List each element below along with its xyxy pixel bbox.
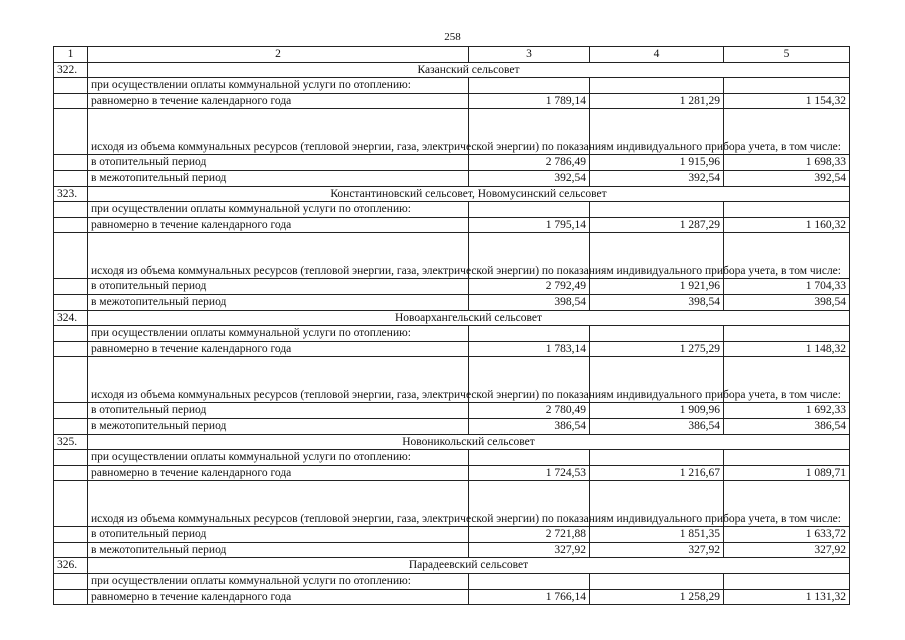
empty-cell: [590, 326, 724, 342]
value-col-3: 1 795,14: [469, 217, 590, 233]
row-label: исходя из объема коммунальных ресурсов (тепловой энергии, газа, электрической энергии) по показаниям индивидуального прибора учета, в том числе:: [88, 233, 469, 279]
value-col-4: 1 851,35: [590, 527, 724, 543]
empty-cell: [54, 326, 88, 342]
section-number: 323.: [54, 186, 88, 202]
value-col-4: 1 921,96: [590, 279, 724, 295]
heating-label-row: [54, 450, 850, 466]
table-row: [54, 403, 850, 419]
row-label: в межотопительный период: [88, 294, 469, 310]
value-col-5: 386,54: [724, 418, 850, 434]
section-number: 322.: [54, 62, 88, 78]
value-col-5: 1 692,33: [724, 403, 850, 419]
value-col-3: 1 724,53: [469, 465, 590, 481]
empty-cell: [54, 450, 88, 466]
heating-label-row: [54, 326, 850, 342]
value-col-5: 327,92: [724, 542, 850, 558]
value-col-5: 1 633,72: [724, 527, 850, 543]
value-col-3: 2 780,49: [469, 403, 590, 419]
value-col-4: 392,54: [590, 170, 724, 186]
section-title: Казанский сельсовет: [88, 62, 850, 78]
value-col-4: 398,54: [590, 294, 724, 310]
value-col-5: 1 131,32: [724, 589, 850, 605]
table-row: [54, 294, 850, 310]
row-label: в отопительный период: [88, 155, 469, 171]
empty-cell: [724, 202, 850, 218]
table-row: [54, 109, 850, 155]
value-col-5: 1 154,32: [724, 93, 850, 109]
empty-cell: [54, 155, 88, 171]
row-label: исходя из объема коммунальных ресурсов (тепловой энергии, газа, электрической энергии) по показаниям индивидуального прибора учета, в том числе:: [88, 109, 469, 155]
value-col-4: 1 275,29: [590, 341, 724, 357]
section-number: 325.: [54, 434, 88, 450]
empty-cell: [54, 78, 88, 94]
empty-cell: [724, 574, 850, 590]
empty-cell: [590, 78, 724, 94]
value-col-4: 327,92: [590, 542, 724, 558]
empty-cell: [54, 403, 88, 419]
value-col-4: 1 216,67: [590, 465, 724, 481]
heating-label: при осуществлении оплаты коммунальной услуги по отоплению:: [88, 78, 469, 94]
heating-label-row: [54, 78, 850, 94]
empty-cell: [724, 326, 850, 342]
empty-cell: [54, 465, 88, 481]
value-col-3: 1 783,14: [469, 341, 590, 357]
value-col-5: 1 089,71: [724, 465, 850, 481]
value-col-4: 386,54: [590, 418, 724, 434]
tariff-table: [53, 46, 850, 605]
heating-label: при осуществлении оплаты коммунальной услуги по отоплению:: [88, 202, 469, 218]
empty-cell: [54, 170, 88, 186]
section-title: Новоникольский сельсовет: [88, 434, 850, 450]
section-title-row: [54, 186, 850, 202]
empty-cell: [590, 574, 724, 590]
empty-cell: [54, 418, 88, 434]
empty-cell: [469, 202, 590, 218]
row-label: равномерно в течение календарного года: [88, 341, 469, 357]
row-label: равномерно в течение календарного года: [88, 217, 469, 233]
empty-cell: [54, 233, 88, 279]
row-label: равномерно в течение календарного года: [88, 465, 469, 481]
table-row: [54, 155, 850, 171]
value-col-5: 1 698,33: [724, 155, 850, 171]
row-label: исходя из объема коммунальных ресурсов (тепловой энергии, газа, электрической энергии) по показаниям индивидуального прибора учета, в том числе:: [88, 481, 469, 527]
empty-cell: [469, 574, 590, 590]
empty-cell: [590, 202, 724, 218]
row-label: исходя из объема коммунальных ресурсов (тепловой энергии, газа, электрической энергии) по показаниям индивидуального прибора учета, в том числе:: [88, 357, 469, 403]
column-header-1: 1: [54, 47, 88, 63]
heating-label-row: [54, 202, 850, 218]
section-title-row: [54, 62, 850, 78]
column-header-4: 4: [590, 47, 724, 63]
row-label: в межотопительный период: [88, 170, 469, 186]
table-row: [54, 481, 850, 527]
page-number: 258: [444, 31, 461, 43]
empty-cell: [54, 357, 88, 403]
value-col-3: 2 721,88: [469, 527, 590, 543]
column-header-5: 5: [724, 47, 850, 63]
table-row: [54, 418, 850, 434]
table-row: [54, 233, 850, 279]
empty-cell: [54, 279, 88, 295]
value-col-4: 1 287,29: [590, 217, 724, 233]
empty-cell: [469, 450, 590, 466]
empty-cell: [54, 341, 88, 357]
heating-label: при осуществлении оплаты коммунальной услуги по отоплению:: [88, 574, 469, 590]
table-row: [54, 527, 850, 543]
value-col-3: 2 786,49: [469, 155, 590, 171]
row-label: в межотопительный период: [88, 418, 469, 434]
row-label: равномерно в течение календарного года: [88, 589, 469, 605]
value-col-3: 392,54: [469, 170, 590, 186]
column-header-2: 2: [88, 47, 469, 63]
empty-cell: [724, 78, 850, 94]
column-header-row: [54, 47, 850, 63]
table-row: [54, 465, 850, 481]
row-label: в межотопительный период: [88, 542, 469, 558]
section-title: Новоархангельский сельсовет: [88, 310, 850, 326]
value-col-3: 327,92: [469, 542, 590, 558]
table-row: [54, 589, 850, 605]
section-number: 326.: [54, 558, 88, 574]
empty-cell: [54, 294, 88, 310]
empty-cell: [469, 78, 590, 94]
empty-cell: [54, 202, 88, 218]
row-label: в отопительный период: [88, 403, 469, 419]
empty-cell: [469, 326, 590, 342]
empty-cell: [54, 542, 88, 558]
value-col-5: 398,54: [724, 294, 850, 310]
empty-cell: [54, 93, 88, 109]
value-col-3: 1 766,14: [469, 589, 590, 605]
value-col-3: 386,54: [469, 418, 590, 434]
value-col-4: 1 909,96: [590, 403, 724, 419]
empty-cell: [54, 574, 88, 590]
empty-cell: [54, 589, 88, 605]
section-title-row: [54, 558, 850, 574]
value-col-3: 1 789,14: [469, 93, 590, 109]
value-col-5: 1 160,32: [724, 217, 850, 233]
value-col-5: 392,54: [724, 170, 850, 186]
table-row: [54, 279, 850, 295]
row-label: равномерно в течение календарного года: [88, 93, 469, 109]
value-col-4: 1 281,29: [590, 93, 724, 109]
table-row: [54, 93, 850, 109]
section-title-row: [54, 434, 850, 450]
empty-cell: [54, 109, 88, 155]
heating-label: при осуществлении оплаты коммунальной услуги по отоплению:: [88, 326, 469, 342]
section-title: Парадеевский сельсовет: [88, 558, 850, 574]
empty-cell: [724, 450, 850, 466]
section-title: Константиновский сельсовет, Новомусинский сельсовет: [88, 186, 850, 202]
empty-cell: [54, 217, 88, 233]
section-number: 324.: [54, 310, 88, 326]
section-title-row: [54, 310, 850, 326]
table-row: [54, 341, 850, 357]
table-row: [54, 542, 850, 558]
table-row: [54, 217, 850, 233]
empty-cell: [590, 450, 724, 466]
table-row: [54, 357, 850, 403]
value-col-3: 398,54: [469, 294, 590, 310]
value-col-4: 1 258,29: [590, 589, 724, 605]
table-row: [54, 170, 850, 186]
heating-label-row: [54, 574, 850, 590]
empty-cell: [54, 481, 88, 527]
value-col-5: 1 148,32: [724, 341, 850, 357]
value-col-4: 1 915,96: [590, 155, 724, 171]
heating-label: при осуществлении оплаты коммунальной услуги по отоплению:: [88, 450, 469, 466]
column-header-3: 3: [469, 47, 590, 63]
row-label: в отопительный период: [88, 527, 469, 543]
value-col-5: 1 704,33: [724, 279, 850, 295]
row-label: в отопительный период: [88, 279, 469, 295]
value-col-3: 2 792,49: [469, 279, 590, 295]
empty-cell: [54, 527, 88, 543]
